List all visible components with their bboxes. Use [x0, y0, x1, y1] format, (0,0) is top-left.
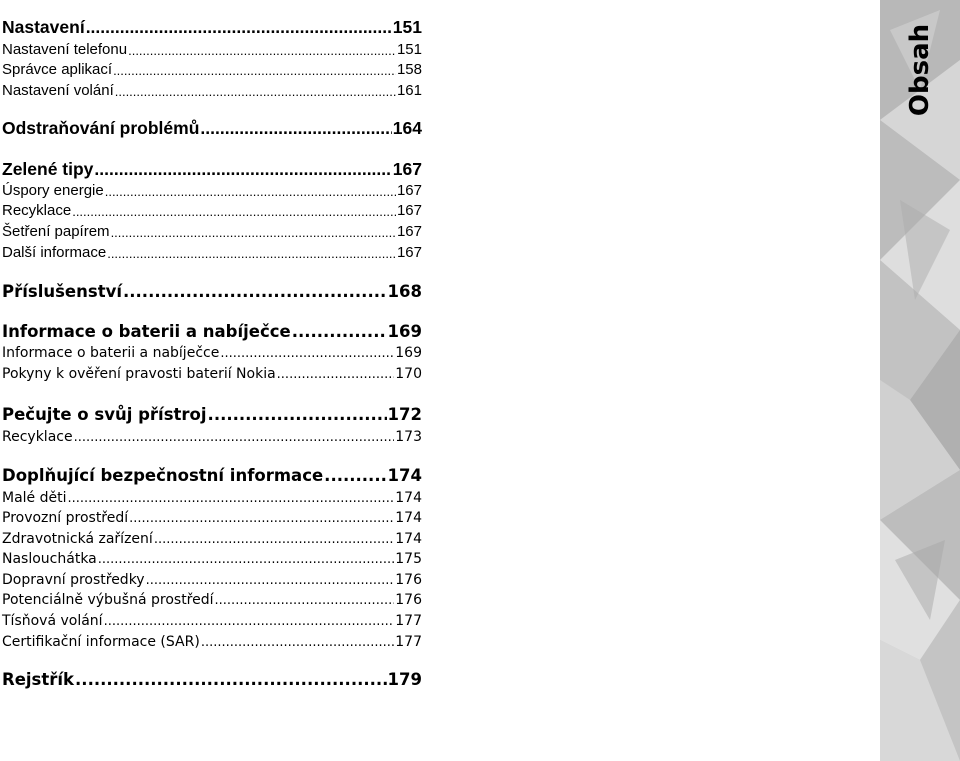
- toc-dot-leader: [107, 247, 396, 260]
- toc-section-entry[interactable]: [2, 401, 422, 423]
- toc-subsection-entry[interactable]: [2, 238, 422, 260]
- toc-page-number: 174: [395, 510, 422, 526]
- toc-dot-leader: [115, 85, 396, 98]
- toc-page-number: 151: [396, 41, 422, 58]
- toc-dot-leader: [208, 407, 387, 424]
- toc-section-entry[interactable]: [2, 318, 422, 340]
- toc-entry-title: Informace o baterii a nabíječce: [2, 345, 220, 361]
- toc-entry-title: Malé děti: [2, 490, 67, 506]
- toc-subsection-entry[interactable]: [2, 35, 422, 57]
- toc-entry-title: Šetření papírem: [2, 223, 110, 240]
- toc-page-number: 176: [395, 572, 422, 588]
- toc-page-number: 173: [395, 429, 422, 445]
- toc-page-number: 164: [392, 117, 422, 138]
- toc-dot-leader: [75, 672, 387, 689]
- toc-entry-title: Správce aplikací: [2, 61, 113, 78]
- toc-page-number: 177: [395, 634, 422, 650]
- toc-entry-title: Recyklace: [2, 202, 72, 219]
- toc-subsection-entry[interactable]: [2, 422, 422, 444]
- toc-entry-title: Informace o baterii a nabíječce: [2, 321, 291, 341]
- toc-entry-title: Odstraňování problémů: [2, 117, 200, 138]
- toc-subsection-entry[interactable]: [2, 524, 422, 546]
- toc-entry-title: Recyklace: [2, 429, 73, 445]
- toc-entry-title: Rejstřík: [2, 669, 75, 689]
- toc-entry-title: Zelené tipy: [2, 158, 94, 179]
- toc-page-number: 151: [392, 16, 422, 37]
- toc-section-entry[interactable]: [2, 156, 422, 178]
- toc-subsection-entry[interactable]: [2, 55, 422, 77]
- toc-subsection-entry[interactable]: [2, 606, 422, 628]
- toc-subsection-entry[interactable]: [2, 76, 422, 98]
- toc-dot-leader: [201, 636, 394, 649]
- toc-page-number: 174: [395, 490, 422, 506]
- toc-subsection-entry[interactable]: [2, 483, 422, 505]
- toc-subsection-entry[interactable]: [2, 196, 422, 218]
- toc-page-number: 167: [396, 182, 422, 199]
- toc-entry-title: Potenciálně výbušná prostředí: [2, 592, 214, 608]
- toc-page-number: 167: [396, 223, 422, 240]
- toc-page-number: 179: [387, 669, 422, 689]
- toc-section-entry[interactable]: [2, 14, 422, 36]
- toc-section-entry[interactable]: [2, 278, 422, 300]
- toc-page-number: 175: [395, 551, 422, 567]
- toc-dot-leader: [324, 468, 386, 485]
- toc-page-number: 167: [392, 158, 422, 179]
- toc-entry-title: Doplňující bezpečnostní informace: [2, 465, 324, 485]
- toc-entry-title: Pečujte o svůj přístroj: [2, 404, 207, 424]
- section-side-tab: [880, 0, 960, 761]
- toc-page-number: 158: [396, 61, 422, 78]
- toc-page-number: 174: [387, 465, 422, 485]
- toc-entry-title: Nastavení telefonu: [2, 41, 128, 58]
- toc-section-entry[interactable]: [2, 462, 422, 484]
- toc-entry-title: Úspory energie: [2, 182, 104, 199]
- toc-section-entry[interactable]: [2, 115, 422, 137]
- toc-subsection-entry[interactable]: [2, 359, 422, 381]
- toc-entry-title: Nastavení volání: [2, 82, 114, 99]
- toc-dot-leader: [123, 284, 387, 301]
- toc-entry-title: Pokyny k ověření pravosti baterií Nokia: [2, 366, 276, 382]
- toc-dot-leader: [74, 431, 395, 444]
- toc-page-number: 169: [395, 345, 422, 361]
- toc-page-number: 177: [395, 613, 422, 629]
- toc-page-number: 167: [396, 202, 422, 219]
- toc-page-number: 167: [396, 244, 422, 261]
- toc-entry-title: Certifikační informace (SAR): [2, 634, 200, 650]
- toc-page-number: 169: [387, 321, 422, 341]
- toc-entry-title: Dopravní prostředky: [2, 572, 145, 588]
- toc-page-number: 176: [395, 592, 422, 608]
- toc-page-number: 172: [387, 404, 422, 424]
- toc-page-number: 174: [395, 531, 422, 547]
- toc-entry-title: Příslušenství: [2, 281, 122, 301]
- toc-subsection-entry[interactable]: [2, 627, 422, 649]
- toc-page-number: 168: [387, 281, 422, 301]
- toc-entry-title: Zdravotnická zařízení: [2, 531, 153, 547]
- toc-subsection-entry[interactable]: [2, 585, 422, 607]
- toc-subsection-entry[interactable]: [2, 544, 422, 566]
- toc-dot-leader: [86, 19, 392, 37]
- toc-subsection-entry[interactable]: [2, 176, 422, 198]
- toc-page-number: 161: [396, 82, 422, 99]
- toc-section-entry[interactable]: [2, 666, 422, 688]
- toc-page-number: 170: [395, 366, 422, 382]
- side-title: Obsah: [905, 23, 935, 117]
- toc-entry-title: Další informace: [2, 244, 107, 261]
- toc-entry-title: Naslouchátka: [2, 551, 97, 567]
- toc-dot-leader: [277, 368, 395, 381]
- toc-subsection-entry[interactable]: [2, 565, 422, 587]
- toc-subsection-entry[interactable]: [2, 503, 422, 525]
- toc-subsection-entry[interactable]: [2, 217, 422, 239]
- toc-dot-leader: [200, 120, 391, 138]
- toc-subsection-entry[interactable]: [2, 338, 422, 360]
- toc-entry-title: Nastavení: [2, 16, 85, 37]
- toc-entry-title: Tísňová volání: [2, 613, 103, 629]
- side-label: [880, 0, 960, 761]
- toc-entry-title: Provozní prostředí: [2, 510, 129, 526]
